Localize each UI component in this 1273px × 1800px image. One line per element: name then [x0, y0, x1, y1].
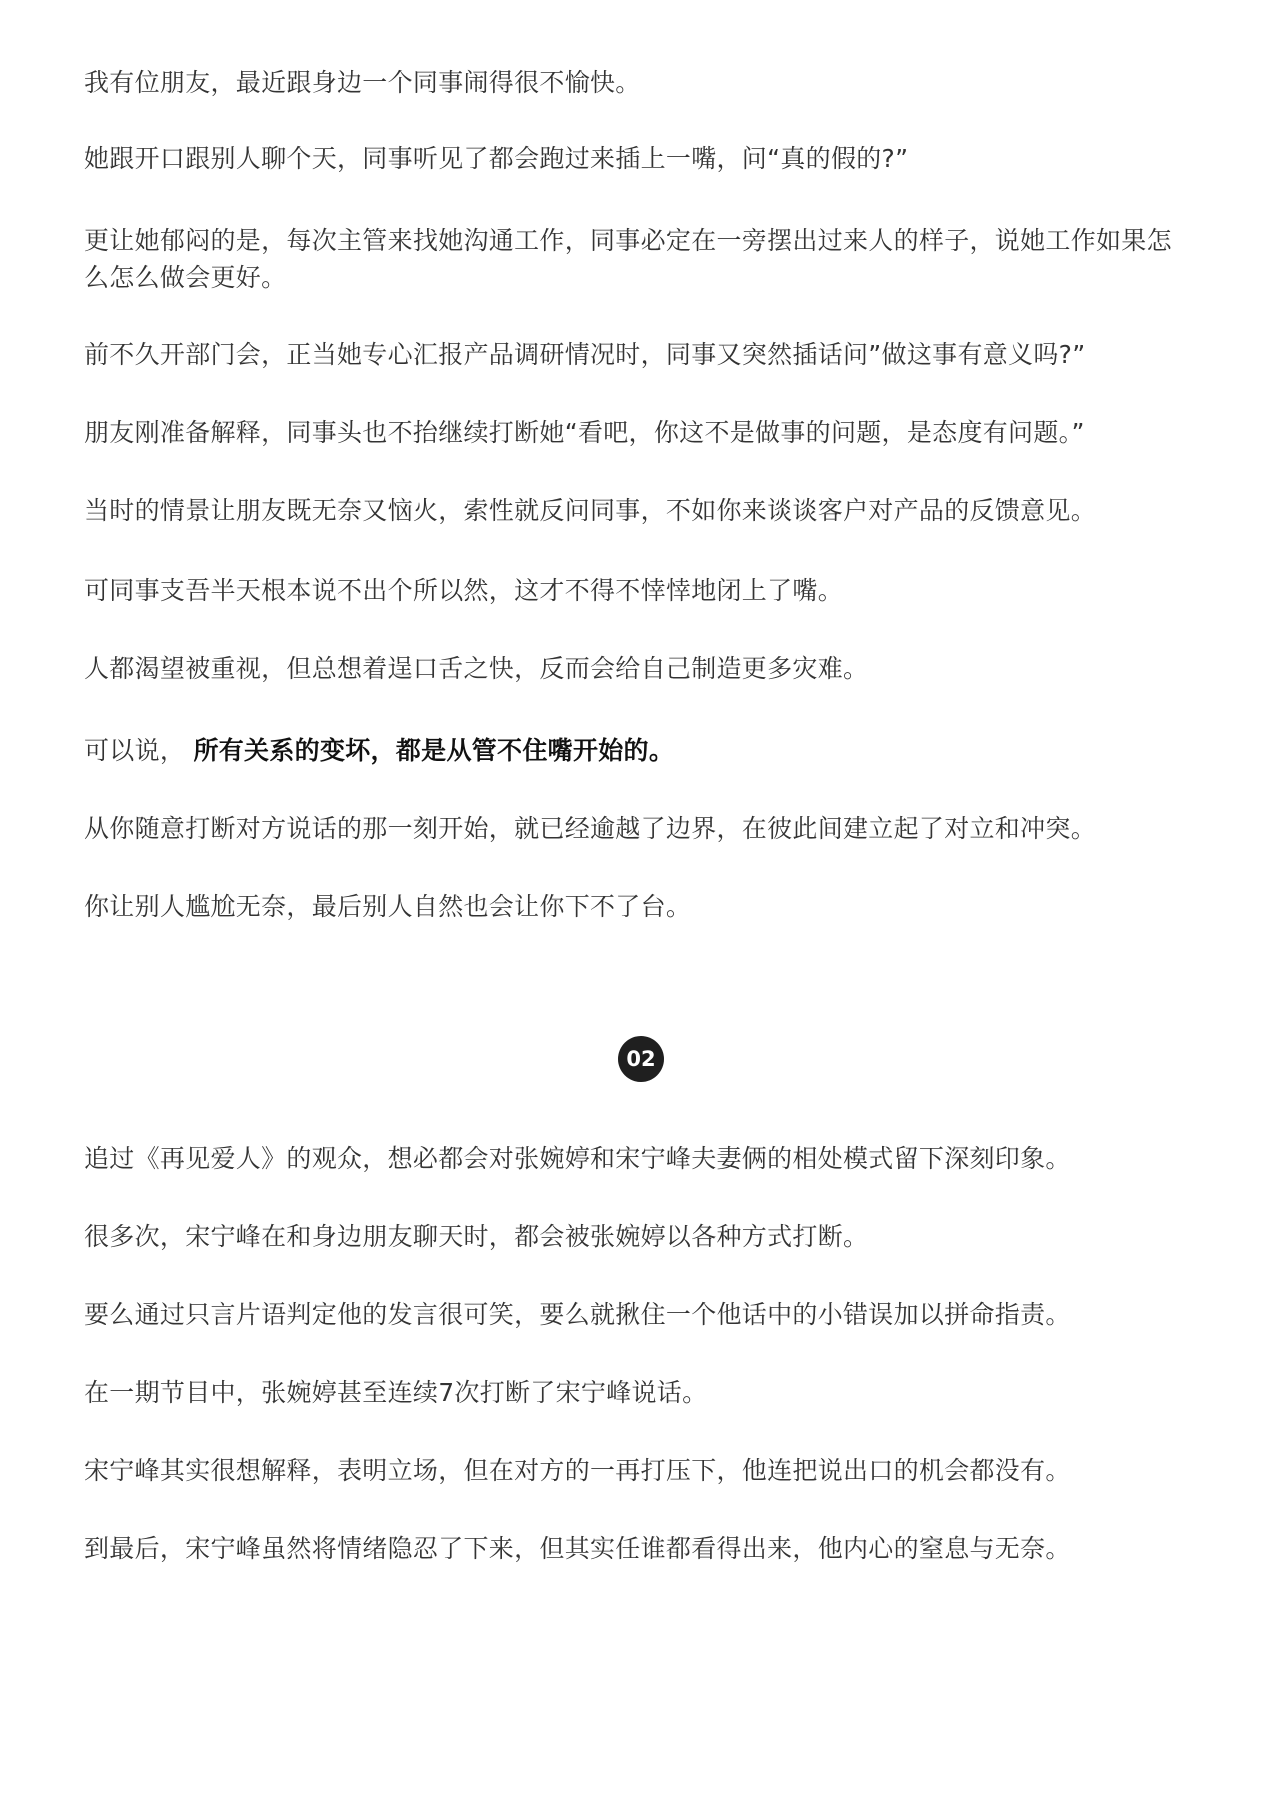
paragraph: 人都渴望被重视，但总想着逞口舌之快，反而会给自己制造更多灾难。	[84, 654, 869, 683]
paragraph: 当时的情景让朋友既无奈又恼火，索性就反问同事，不如你来谈谈客户对产品的反馈意见。	[84, 496, 1097, 525]
paragraph: 追过《再见爱人》的观众，想必都会对张婉婷和宋宁峰夫妻俩的相处模式留下深刻印象。	[84, 1144, 1071, 1173]
paragraph: 在一期节目中，张婉婷甚至连续7次打断了宋宁峰说话。	[84, 1378, 708, 1407]
paragraph-prefix: 可以说，	[84, 736, 186, 765]
paragraph: 从你随意打断对方说话的那一刻开始，就已经逾越了边界，在彼此间建立起了对立和冲突。	[84, 814, 1097, 843]
emphasis-text: 所有关系的变坏，都是从管不住嘴开始的。	[193, 736, 675, 765]
paragraph: 你让别人尴尬无奈，最后别人自然也会让你下不了台。	[84, 892, 692, 921]
paragraph: 可同事支吾半天根本说不出个所以然，这才不得不悻悻地闭上了嘴。	[84, 576, 844, 605]
paragraph: 很多次，宋宁峰在和身边朋友聊天时，都会被张婉婷以各种方式打断。	[84, 1222, 869, 1251]
paragraph: 更让她郁闷的是，每次主管来找她沟通工作，同事必定在一旁摆出过来人的样子，说她工作如果怎么怎么做会更好。	[84, 226, 1172, 292]
section-number-badge: 02	[618, 1036, 664, 1082]
paragraph: 朋友刚准备解释，同事头也不抬继续打断她“看吧，你这不是做事的问题，是态度有问题。”	[84, 418, 1085, 447]
paragraph: 到最后，宋宁峰虽然将情绪隐忍了下来，但其实任谁都看得出来，他内心的窒息与无奈。	[84, 1534, 1071, 1563]
paragraph: 要么通过只言片语判定他的发言很可笑，要么就揪住一个他话中的小错误加以拼命指责。	[84, 1300, 1071, 1329]
paragraph-with-emphasis	[84, 732, 1194, 769]
paragraph: 宋宁峰其实很想解释，表明立场，但在对方的一再打压下，他连把说出口的机会都没有。	[84, 1456, 1071, 1485]
paragraph: 她跟开口跟别人聊个天，同事听见了都会跑过来插上一嘴，问“真的假的?”	[84, 144, 909, 173]
paragraph: 我有位朋友，最近跟身边一个同事闹得很不愉快。	[84, 68, 641, 97]
paragraph: 前不久开部门会，正当她专心汇报产品调研情况时，同事又突然插话问”做这事有意义吗?”	[84, 340, 1086, 369]
